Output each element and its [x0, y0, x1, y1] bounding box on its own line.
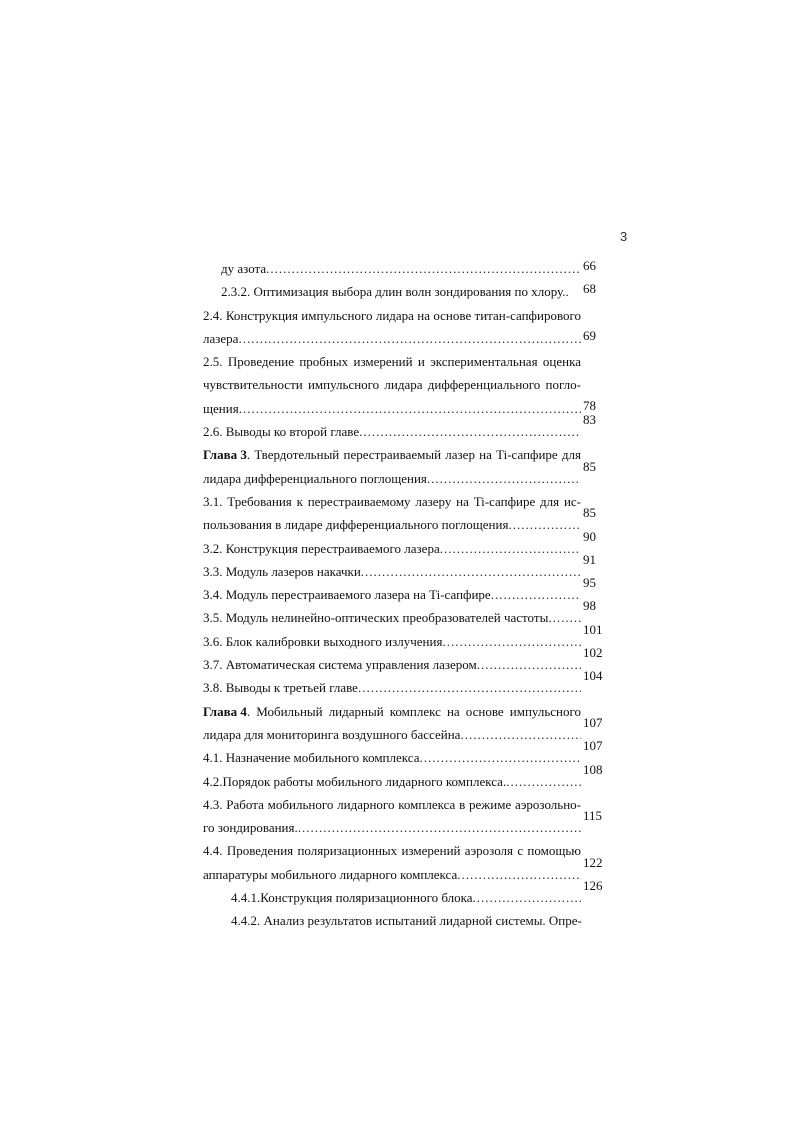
toc-page-number: 85: [583, 458, 596, 474]
toc-entry: [203, 257, 607, 280]
dot-leader: [266, 257, 581, 280]
dot-leader: [506, 770, 581, 793]
toc-entry-text: 3.5. Модуль нелинейно-оптических преобразователей частоты: [203, 610, 549, 626]
dot-leader: [460, 723, 581, 746]
toc-page-number: 122: [583, 854, 603, 870]
toc-entry-text: пользования в лидаре дифференциального поглощения: [203, 517, 509, 533]
toc-page-number: 95: [583, 575, 596, 591]
toc-entry: [203, 645, 607, 676]
table-of-contents: [203, 257, 607, 933]
dot-leader: [238, 327, 581, 350]
toc-entry-text: 2.5. Проведение пробных измерений и экспериментальная оценка: [203, 354, 581, 370]
dot-leader: [298, 816, 581, 839]
toc-page-number: 115: [583, 808, 603, 824]
toc-page-number: 101: [583, 621, 603, 637]
toc-entry-text: чувствительности импульсного лидара дифференциального погло-: [203, 377, 581, 393]
dot-leader: [419, 746, 581, 769]
toc-page-number: 104: [583, 668, 603, 684]
toc-page-number: 90: [583, 528, 596, 544]
dot-leader: [491, 583, 581, 606]
toc-entry-text: 3.8. Выводы к третьей главе: [203, 680, 358, 696]
toc-entry: [203, 304, 607, 351]
dot-leader: [361, 560, 581, 583]
toc-entry: [203, 551, 607, 583]
toc-entry-text: щения: [203, 400, 239, 416]
dot-leader: [457, 863, 581, 886]
toc-entry-text: . Мобильный лидарный комплекс на основе импульсного: [246, 703, 581, 719]
dot-leader: [473, 886, 582, 909]
toc-page-number: 98: [583, 598, 596, 614]
toc-page-number: 78: [583, 397, 596, 413]
dot-leader: [440, 537, 581, 560]
toc-entry: [203, 621, 607, 653]
chapter-label: Глава 3: [203, 447, 247, 463]
toc-entry-text: 3.6. Блок калибровки выходного излучения: [203, 633, 443, 649]
page-number: 3: [620, 229, 628, 244]
toc-entry: [203, 528, 607, 560]
toc-entry: [203, 668, 607, 699]
toc-entry: [203, 575, 607, 606]
toc-entry: [203, 490, 607, 537]
toc-entry: [203, 700, 607, 747]
toc-page-number: 102: [583, 645, 603, 661]
toc-page-number: 83: [583, 412, 596, 428]
toc-entry-text: 2.6. Выводы ко второй главе: [203, 424, 360, 440]
toc-entry: [203, 350, 607, 420]
toc-entry: [203, 280, 607, 303]
toc-entry-text: 4.1. Назначение мобильного комплекса: [203, 750, 420, 766]
toc-entry-text: 3.7. Автоматическая система управления лазером: [203, 657, 477, 673]
dot-leader: [442, 630, 581, 653]
toc-entry: [203, 878, 607, 909]
toc-entry-text: аппаратуры мобильного лидарного комплекса: [203, 866, 458, 882]
toc-entry-text: 2.4. Конструкция импульсного лидара на основе титан-сапфирового: [203, 307, 581, 323]
toc-entry-text: 4.4.1.Конструкция поляризационного блока: [231, 890, 473, 906]
toc-entry-text: лазера: [203, 330, 239, 346]
toc-page-number: 107: [583, 714, 603, 730]
toc-entry-text: 4.4.2. Анализ результатов испытаний лидарной системы. Опре-: [231, 913, 582, 929]
toc-entry-text: 2.3.2. Оптимизация выбора длин волн зондирования по хлору..: [221, 284, 569, 300]
toc-page-number: 126: [583, 878, 603, 894]
toc-entry: [203, 761, 607, 793]
toc-page-number: 85: [583, 505, 596, 521]
toc-entry: [203, 738, 607, 769]
toc-entry-text: 3.3. Модуль лазеров накачки: [203, 563, 361, 579]
toc-entry-text: ду азота: [221, 261, 267, 276]
toc-entry-text: 3.1. Требования к перестраиваемому лазеру на Ti-сапфире для ис-: [203, 493, 581, 509]
toc-page-number: 69: [583, 327, 596, 343]
toc-entry-text: лидара для мониторинга воздушного бассейна: [203, 726, 461, 742]
toc-entry: [203, 443, 607, 490]
toc-page-number: 108: [583, 761, 603, 777]
toc-page-number: 68: [583, 281, 596, 297]
toc-entry: [203, 412, 607, 443]
toc-page-number: 107: [583, 738, 603, 754]
toc-entry: [203, 793, 607, 840]
dot-leader: [508, 513, 581, 536]
toc-entry: [203, 839, 607, 886]
dot-leader: [477, 653, 581, 676]
toc-page-number: 91: [583, 551, 596, 567]
chapter-label: Глава 4: [203, 703, 247, 719]
toc-entry: [203, 598, 607, 629]
toc-entry-text: 3.4. Модуль перестраиваемого лазера на Ti-сапфире: [203, 587, 491, 603]
toc-entry-text: . Твердотельный перестраиваемый лазер на Ti-сапфире для: [246, 447, 581, 463]
dot-leader: [548, 606, 581, 629]
toc-entry-text: лидара дифференциального поглощения: [203, 470, 427, 486]
dot-leader: [239, 397, 581, 420]
toc-page-number: 66: [583, 258, 596, 273]
toc-entry-text: 3.2. Конструкция перестраиваемого лазера: [203, 540, 440, 556]
toc-entry-text: го зондирования.: [203, 820, 298, 836]
dot-leader: [358, 676, 581, 699]
toc-entry-text: 4.4. Проведения поляризационных измерений аэрозоля с помощью: [203, 843, 581, 859]
toc-entry: [203, 909, 607, 932]
toc-entry-text: 4.3. Работа мобильного лидарного комплекса в режиме аэрозольно-: [203, 796, 581, 812]
toc-entry-text: 4.2.Порядок работы мобильного лидарного комплекса.: [203, 773, 507, 789]
dot-leader: [427, 467, 581, 490]
dot-leader: [359, 420, 581, 443]
